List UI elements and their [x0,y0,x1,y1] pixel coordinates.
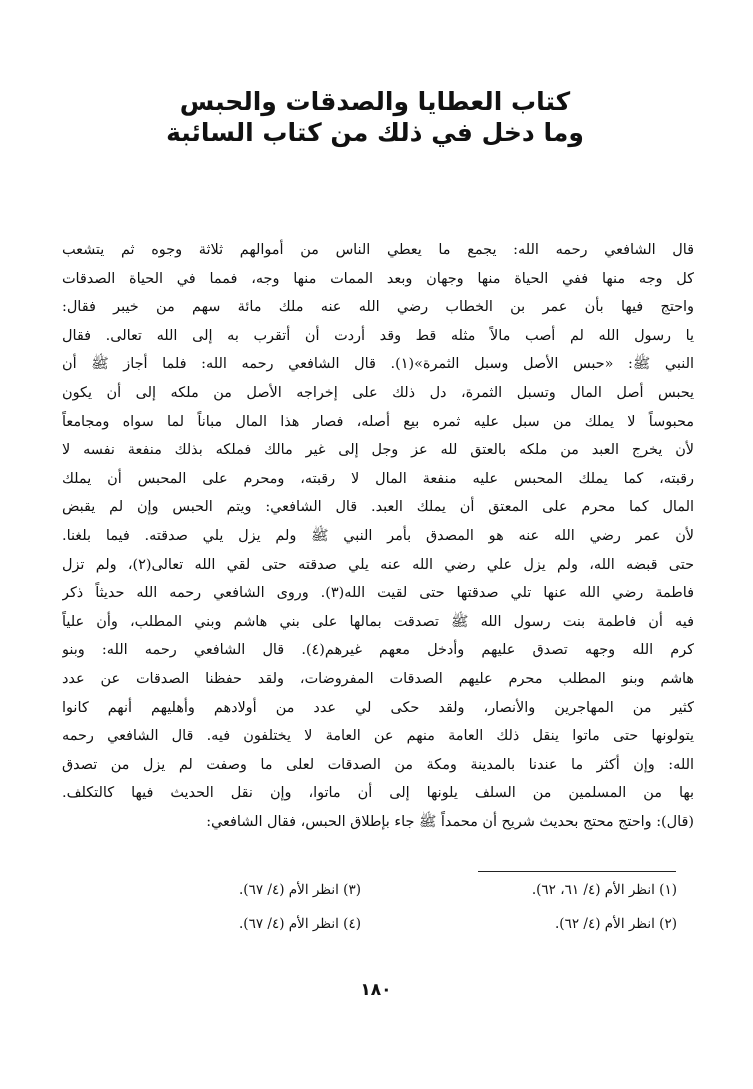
chapter-title-line-1: كتاب العطايا والصدقات والحبس [179,87,571,116]
body-line: يحبس أصل المال وتسبل الثمرة، دل ذلك على إخراجه الأصل من ملكه إلى أن يكون [62,384,694,401]
body-line: يتولونها حتى ماتوا ينقل ذلك العامة منهم عن العامة لا يختلفون فيه. قال الشافعي رحمه [62,728,694,745]
body-line: النبي ﷺ: «حبس الأصل وسبل الثمرة»(١). قال الشافعي رحمه الله: فلما أجاز ﷺ أن [62,356,694,373]
footnote-4: (٤) انظر الأم (٤/ ٦٧). [239,916,361,932]
footnote-1: (١) انظر الأم (٤/ ٦١، ٦٢). [531,882,677,898]
footnote-2: (٢) انظر الأم (٤/ ٦٢). [555,916,677,932]
body-line: فاطمة رضي الله عنها تلي صدقتها حتى لقيت الله(٣). وروى الشافعي رحمه الله حديثاً ذكر [62,585,694,602]
chapter-title-line-2: وما دخل في ذلك من كتاب السائبة [166,118,584,147]
body-line: بها من المسلمين من السلف يلونها إلى أن ماتوا، وإن نقل الحديث فيها كالتكلف. [62,785,694,802]
body-line: حتى قبضه الله، ولم يزل علي رضي الله عنه يلي صدقته حتى لقي الله تعالى(٢)، ولم تزل [62,556,694,573]
body-line: لأن يخرج العبد من ملكه بالعتق لله عز وجل إلى غير مالك فملكه بذلك منفعة نفسه لا [62,442,694,459]
body-line: فيه أن فاطمة بنت رسول الله ﷺ تصدقت بمالها على بني هاشم وبني المطلب، وأن علياً [62,613,694,630]
body-text [62,236,694,836]
body-line: محبوساً لا يملك من سبل عليه ثمره بيع أصله، فصار هذا المال مباناً لما سواه ومجامعاً [62,413,694,430]
body-line: كل وجه منها ففي الحياة منها وجهان وبعد الممات منها وجه، فمما في الحياة الصدقات [62,270,694,287]
body-line: رقبته، كما يملك المحبس عليه منفعة المال لا رقبته، ومحرم على المحبس أن يملك [62,470,694,487]
body-line: (قال): واحتج محتج بحديث شريح أن محمداً ﷺ جاء بإطلاق الحبس، فقال الشافعي: [206,813,694,830]
body-line: يا رسول الله لم أصب مالاً مثله قط وقد أردت أن أتقرب به إلى الله تعالى. فقال [62,327,694,344]
body-line: واحتج فيها بأن عمر بن الخطاب رضي الله عنه ملك مائة سهم من خيبر فقال: [62,299,694,316]
body-line: لأن عمر رضي الله عنه هو المصدق بأمر النبي ﷺ ولم يزل يلي صدقته. فيما بلغنا. [62,527,694,544]
page-number: ١٨٠ [360,980,392,1000]
body-line: الله: وإن أكثر ما عندنا بالمدينة ومكة من الصدقات لعلى ما وصفت لم يزل من تصدق [62,756,694,773]
body-line: هاشم وبنو المطلب محرم عليهم الصدقات المفروضات، ولقد حفظنا الصدقات عن عدد [62,670,694,687]
body-line: كرم الله وجهه تصدق عليهم وأدخل معهم غيرهم(٤). قال الشافعي رحمه الله: وبنو [62,642,694,659]
body-line: قال الشافعي رحمه الله: يجمع ما يعطي الناس من أموالهم ثلاثة وجوه ثم يتشعب [62,242,694,258]
footnote-3: (٣) انظر الأم (٤/ ٦٧). [239,882,361,898]
footnote-separator [478,871,676,872]
body-line: كثير من المهاجرين والأنصار، ولقد حكى لي عدد من أولادهم وأهليهم أنهم كانوا [62,699,694,716]
body-line: المال كما محرم على المعتق أن يملك العبد. قال الشافعي: ويتم الحبس وإن لم يقبض [62,499,694,516]
